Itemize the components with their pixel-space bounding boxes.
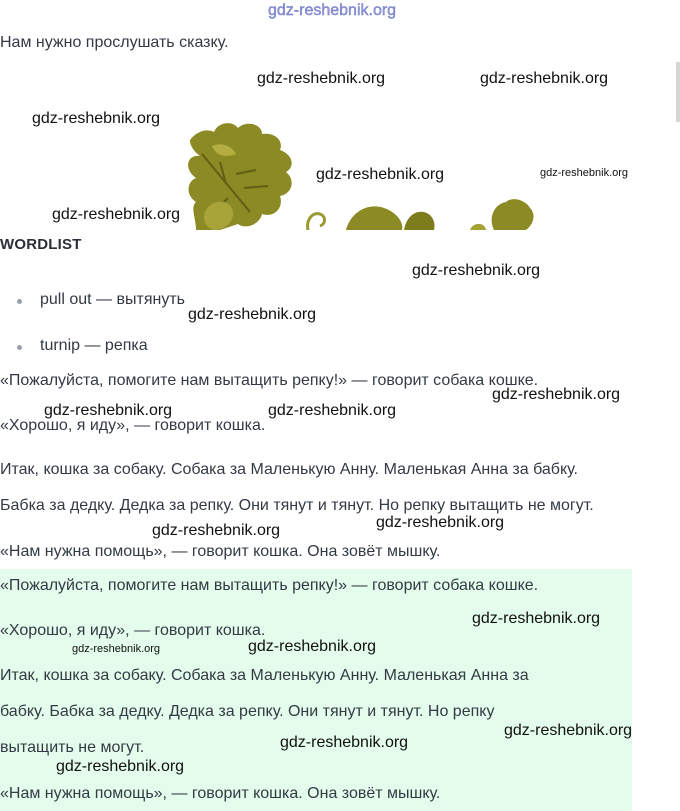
watermark: gdz-reshebnik.org bbox=[504, 722, 633, 739]
watermark: gdz-reshebnik.org bbox=[72, 643, 161, 655]
watermark: gdz-reshebnik.org bbox=[44, 402, 173, 419]
watermark: gdz-reshebnik.org bbox=[316, 166, 445, 183]
wordlist-item: pull out — вытянуть bbox=[40, 291, 185, 308]
story-paragraph: Итак, кошка за собаку. Собака за Маленькую Анну. Маленькая Анна за бабку. bbox=[0, 461, 578, 478]
watermark: gdz-reshebnik.org bbox=[280, 734, 409, 751]
watermark: gdz-reshebnik.org bbox=[376, 514, 505, 531]
translation-line: «Нам нужна помощь», — говорит кошка. Она зовёт мышку. bbox=[0, 785, 441, 802]
watermark: gdz-reshebnik.org bbox=[152, 522, 281, 539]
intro-text: Нам нужно прослушать сказку. bbox=[0, 34, 229, 51]
watermark: gdz-reshebnik.org bbox=[52, 206, 181, 223]
bullet-dot bbox=[17, 299, 22, 304]
story-paragraph: «Нам нужна помощь», — говорит кошка. Она зовёт мышку. bbox=[0, 543, 441, 560]
vine-curl bbox=[308, 214, 325, 230]
translation-line: «Хорошо, я иду», — говорит кошка. bbox=[0, 622, 266, 639]
scrollbar-fragment bbox=[676, 62, 680, 122]
story-paragraph: «Хорошо, я иду», — говорит кошка. bbox=[0, 417, 266, 434]
watermark: gdz-reshebnik.org bbox=[188, 306, 317, 323]
bullet-dot bbox=[17, 345, 22, 350]
translation-line: вытащить не могут. bbox=[0, 739, 145, 756]
watermark: gdz-reshebnik.org bbox=[268, 402, 397, 419]
watermark: gdz-reshebnik.org bbox=[56, 758, 185, 775]
watermark: gdz-reshebnik.org bbox=[492, 386, 621, 403]
translation-line: бабку. Бабка за дедку. Дедка за репку. Они тянут и тянут. Но репку bbox=[0, 703, 495, 720]
watermark: gdz-reshebnik.org bbox=[412, 262, 541, 279]
wordlist-item: turnip — репка bbox=[40, 337, 148, 354]
watermark: gdz-reshebnik.org bbox=[248, 638, 377, 655]
watermark: gdz-reshebnik.org bbox=[32, 110, 161, 127]
watermark: gdz-reshebnik.org bbox=[480, 70, 609, 87]
translation-line: «Пожалуйста, помогите нам вытащить репку!» — говорит собака кошке. bbox=[0, 577, 539, 594]
story-paragraph: Бабка за дедку. Дедка за репку. Они тянут и тянут. Но репку вытащить не могут. bbox=[0, 497, 594, 514]
story-paragraph: «Пожалуйста, помогите нам вытащить репку!» — говорит собака кошке. bbox=[0, 372, 539, 389]
right-leaf-cluster bbox=[346, 199, 533, 230]
translation-line: Итак, кошка за собаку. Собака за Маленькую Анну. Маленькая Анна за bbox=[0, 667, 529, 684]
watermark: gdz-reshebnik.org bbox=[257, 70, 386, 87]
wordlist-heading: WORDLIST bbox=[0, 236, 82, 253]
watermark: gdz-reshebnik.org bbox=[540, 167, 629, 179]
watermark: gdz-reshebnik.org bbox=[472, 610, 601, 627]
large-leaf bbox=[188, 123, 292, 230]
site-watermark-top: gdz-reshebnik.org bbox=[268, 2, 397, 19]
